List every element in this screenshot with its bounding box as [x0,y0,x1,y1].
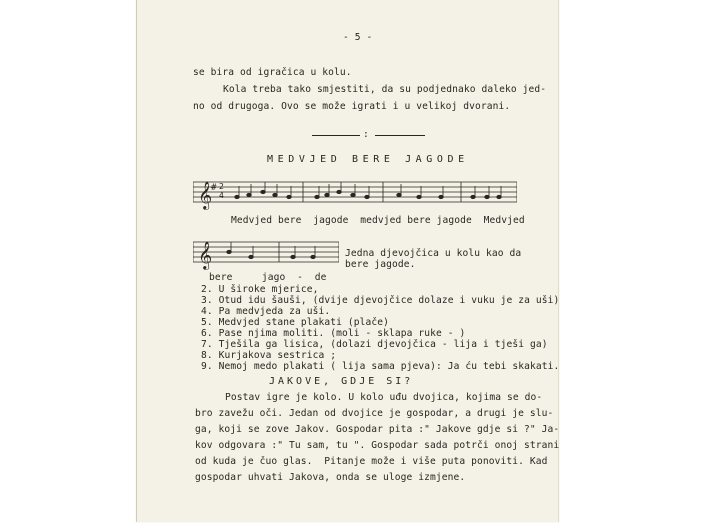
svg-text:#: # [211,183,217,193]
side-text: Jedna djevojčica u kolu kao da [345,248,522,259]
separator-rule-left [312,135,360,136]
music-staff-1 [193,176,517,212]
lyrics-line: Medvjed bere jagode medvjed bere jagode Medvjed [231,215,525,226]
verse-line: 8. Kurjakova sestrica ; [201,350,337,361]
svg-text:2: 2 [219,182,224,191]
verse-line: 5. Medvjed stane plakati (plače) [201,317,390,328]
body-line: od kuda je čuo glas. Pitanje može i više puta ponoviti. Kad [195,456,548,467]
verse-line: 7. Tješila ga lisica, (dolazi djevojčica - lija i tješi ga) [201,339,548,350]
verse-line: 2. U široke mjerice, [201,284,319,295]
body-line: kov odgovara :" Tu sam, tu ". Gospodar sada potrči onoj strani [195,440,560,451]
page-number: - 5 - [343,32,373,43]
verse-line: 3. Otud idu šauši, (dvije djevojčice dolaze i vuku je za uši) [201,295,560,306]
svg-text:𝄞: 𝄞 [198,181,213,209]
body-line: bro zavežu oči. Jedan od dvojice je gospodar, a drugi je slu- [195,408,554,419]
lyrics-line: bere jago - de [209,272,327,283]
intro-line: se bira od igračica u kolu. [193,67,352,78]
verse-line: 6. Pase njima moliti. (moli - sklapa ruke - ) [201,328,466,339]
body-line: ga, koji se zove Jakov. Gospodar pita :" Jakove gdje si ?" Ja- [195,424,560,435]
svg-text:𝄞: 𝄞 [198,241,213,269]
separator-colon: : [363,129,369,140]
music-staff-2 [193,236,339,272]
song-title: JAKOVE, GDJE SI? [269,376,414,387]
document-page [136,0,559,522]
side-text: bere jagode. [345,259,416,270]
intro-line: Kola treba tako smjestiti, da su podjednako daleko jed- [223,84,547,95]
separator-rule-right [375,135,425,136]
song-title: MEDVJED BERE JAGODE [267,154,469,165]
body-line: gospodar uhvati Jakova, onda se uloge izmjene. [195,472,466,483]
intro-line: no od drugoga. Ovo se može igrati i u velikoj dvorani. [193,101,511,112]
verse-line: 4. Pa medvjeda za uši. [201,306,331,317]
svg-text:4: 4 [219,191,224,200]
body-line: Postav igre je kolo. U kolo uđu dvojica, kojima se do- [225,392,543,403]
verse-line: 9. Nemoj medo plakati ( lija sama pjeva): Ja ću tebi skakati. [201,361,560,372]
